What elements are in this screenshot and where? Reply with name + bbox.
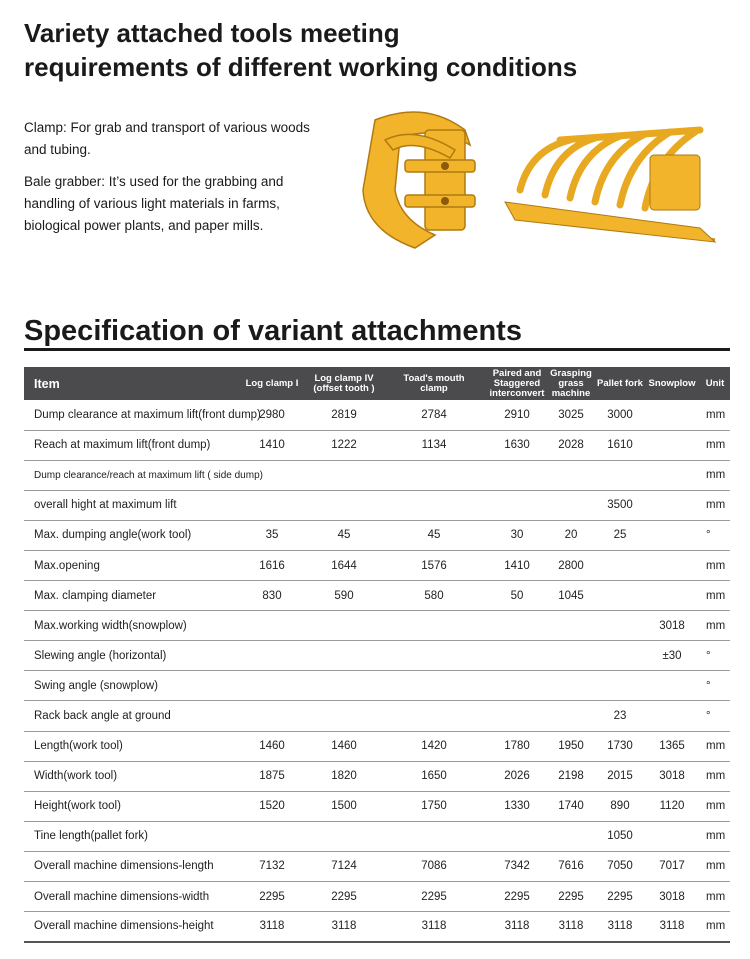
header-paired-line3: interconvert [489,387,545,399]
bale-grabber-image [500,110,725,250]
row-label: Max. clamping diameter [34,589,157,602]
cell: 1730 [607,740,633,753]
cell: 45 [427,529,441,542]
cell: 3118 [259,920,285,933]
row-label: Width(work tool) [34,770,118,783]
cell: 7342 [504,860,530,873]
table-row [24,460,730,490]
cell: 1460 [259,740,285,753]
header-log-clamp-4-line2: (offset tooth ) [313,382,375,394]
cell [546,611,596,641]
table-body [24,400,730,942]
cell: 2026 [504,770,530,783]
cell [308,490,380,520]
title-divider [24,348,730,351]
cell: 1420 [421,740,447,753]
cell: 7616 [558,860,584,873]
unit-cell: mm [706,619,726,632]
cell: 1875 [259,770,285,783]
cell: 580 [424,589,444,602]
cell: 1740 [558,800,584,813]
cell: 3018 [659,890,685,903]
row-label: Max.working width(snowplow) [34,619,187,632]
cell: 2295 [607,890,633,903]
table-row [24,581,730,611]
unit-cell: mm [706,770,726,783]
clamp-description: Clamp: For grab and transport of various woods and tubing. [24,120,310,157]
spec-table [24,367,730,943]
row-label: Rack back angle at ground [34,709,171,722]
cell: 1050 [607,830,633,843]
cell: 1222 [331,439,357,452]
cell [380,490,488,520]
unit-cell: mm [706,408,726,421]
cell: 50 [510,589,524,602]
table-row [24,701,730,731]
cell [644,430,700,460]
cell: 7086 [421,860,447,873]
cell [596,460,644,490]
header-paired-line2: Staggered [493,377,541,389]
table-row [24,851,730,881]
table-row [24,882,730,912]
header-snowplow: Snowplow [648,377,696,389]
cell [644,581,700,611]
cell: 20 [564,529,578,542]
cell [236,701,308,731]
cell: 7017 [659,860,685,873]
cell [308,821,380,851]
cell: 2028 [558,439,584,452]
cell: 3118 [558,920,584,933]
header-log-clamp-1: Log clamp I [245,377,299,389]
row-label: Tine length(pallet fork) [34,830,148,843]
header-unit: Unit [705,377,725,389]
table-row [24,641,730,671]
cell: 1330 [504,800,530,813]
table-row [24,791,730,821]
cell: 2295 [331,890,357,903]
cell [546,460,596,490]
cell [644,520,700,550]
row-label: Overall machine dimensions-height [34,920,214,933]
cell [596,581,644,611]
cell: 2295 [421,890,447,903]
table-row [24,400,730,430]
header-toad-mouth [380,367,488,400]
cell: 890 [610,800,630,813]
page-heading [24,16,577,84]
cell [380,611,488,641]
unit-cell: mm [706,920,726,933]
row-label: Overall machine dimensions-length [34,860,214,873]
unit-cell: ° [706,649,711,662]
cell: 1045 [558,589,584,602]
row-label: Reach at maximum lift(front dump) [34,439,211,452]
cell: 2015 [607,770,633,783]
row-label: overall hight at maximum lift [34,499,177,512]
bale-description: Bale grabber: It’s used for the grabbing and handling of various light materials in farms, biological power plants, and paper mills. [24,174,284,233]
cell: 3018 [659,770,685,783]
unit-cell: mm [706,890,726,903]
cell: 3500 [607,499,633,512]
cell: 3000 [607,408,633,421]
unit-cell: mm [706,439,726,452]
cell: 2819 [331,408,357,421]
table-row [24,550,730,580]
header-toad-line2: clamp [420,382,448,394]
cell [596,550,644,580]
cell: 1650 [421,770,447,783]
cell [488,490,546,520]
cell [488,821,546,851]
table-row [24,671,730,701]
cell: 2910 [504,408,530,421]
header-paired [488,367,546,400]
unit-cell: mm [706,830,726,843]
cell [236,490,308,520]
header-grasping-line2: grass [558,377,584,389]
unit-cell: ° [706,529,711,542]
row-label: Height(work tool) [34,800,121,813]
cell: 7124 [331,860,357,873]
cell [308,641,380,671]
header-pallet-fork: Pallet fork [597,377,643,389]
unit-cell: mm [706,800,726,813]
unit-cell: mm [706,499,726,512]
cell [236,611,308,641]
cell: 1500 [331,800,357,813]
cell: 30 [510,529,524,542]
cell [308,671,380,701]
header-log-clamp-4-line1: Log clamp IV [314,372,374,384]
cell [546,490,596,520]
cell [380,701,488,731]
cell [644,671,700,701]
row-label: Dump clearance at maximum lift(front dump) [34,408,261,421]
heading-line-2: requirements of different working conditions [24,52,578,82]
header-toad-line1: Toad's mouth [403,372,465,384]
cell: 1410 [259,439,285,452]
cell [644,821,700,851]
cell: 1120 [659,800,685,813]
cell [308,611,380,641]
unit-cell: mm [706,860,726,873]
cell: 2980 [259,408,285,421]
unit-cell: mm [706,559,726,572]
cell: 1950 [558,740,584,753]
cell: 1610 [607,439,633,452]
header-log-clamp-4 [308,367,380,400]
cell [308,701,380,731]
cell [596,641,644,671]
cell: 3118 [331,920,357,933]
unit-cell: mm [706,589,726,602]
cell: 3118 [421,920,447,933]
cell [236,671,308,701]
cell: 1630 [504,439,530,452]
cell [644,550,700,580]
unit-cell: mm [706,740,726,753]
header-grasping [546,367,596,400]
intro-text [24,117,324,247]
cell: 1460 [331,740,357,753]
table-row [24,761,730,791]
cell: 2198 [558,770,584,783]
cell: 1820 [331,770,357,783]
row-label: Overall machine dimensions-width [34,890,210,903]
table-row [24,520,730,550]
row-label: Dump clearance/reach at maximum lift ( side dump) [34,469,263,481]
cell [488,641,546,671]
cell [488,611,546,641]
cell [546,821,596,851]
cell: 23 [613,709,627,722]
cell: 1410 [504,559,530,572]
cell [488,701,546,731]
cell: 7050 [607,860,633,873]
cell: 830 [262,589,282,602]
cell: 2800 [558,559,584,572]
cell [380,641,488,671]
cell: 1780 [504,740,530,753]
cell [488,460,546,490]
header-grasping-line3: machine [551,387,591,399]
cell [644,701,700,731]
cell: 2295 [558,890,584,903]
cell [308,460,380,490]
cell: 25 [613,529,627,542]
cell [546,641,596,671]
table-row [24,912,730,942]
row-label: Max.opening [34,559,100,572]
cell [546,701,596,731]
unit-cell: mm [706,469,726,482]
cell: 2295 [259,890,285,903]
unit-cell: ° [706,709,711,722]
cell [380,671,488,701]
table-row [24,490,730,520]
unit-cell: ° [706,679,711,692]
cell: 3118 [607,920,633,933]
cell: 3118 [504,920,530,933]
log-clamp-image [345,100,495,250]
cell: 1750 [421,800,447,813]
table-row [24,731,730,761]
cell [488,671,546,701]
cell [644,490,700,520]
cell: 3118 [659,920,685,933]
cell: 35 [265,529,279,542]
cell: 1365 [659,740,685,753]
cell: ±30 [662,649,682,662]
header-item: Item [34,376,60,391]
table-row [24,611,730,641]
cell [596,671,644,701]
cell [236,641,308,671]
cell: 590 [334,589,354,602]
cell [596,611,644,641]
cell: 1644 [331,559,357,572]
cell [380,821,488,851]
row-label: Max. dumping angle(work tool) [34,529,192,542]
cell: 3018 [659,619,685,632]
table-row [24,430,730,460]
spec-title: Specification of variant attachments [24,315,522,347]
heading-line-1: Variety attached tools meeting [24,18,400,48]
header-paired-line1: Paired and [492,367,542,379]
cell: 1576 [421,559,447,572]
cell: 2295 [504,890,530,903]
row-label: Length(work tool) [34,740,123,753]
cell: 1134 [421,439,447,452]
cell: 7132 [259,860,285,873]
cell: 1520 [259,800,285,813]
header-grasping-line1: Grasping [550,367,592,379]
table-header-row [24,367,730,400]
cell [546,671,596,701]
cell: 1616 [259,559,285,572]
cell [644,400,700,430]
cell [236,821,308,851]
cell [380,460,488,490]
table-row [24,821,730,851]
row-label: Swing angle (snowplow) [34,679,159,692]
row-label: Slewing angle (horizontal) [34,649,167,662]
cell: 45 [337,529,351,542]
cell: 2784 [421,408,447,421]
cell: 3025 [558,408,584,421]
cell [644,460,700,490]
